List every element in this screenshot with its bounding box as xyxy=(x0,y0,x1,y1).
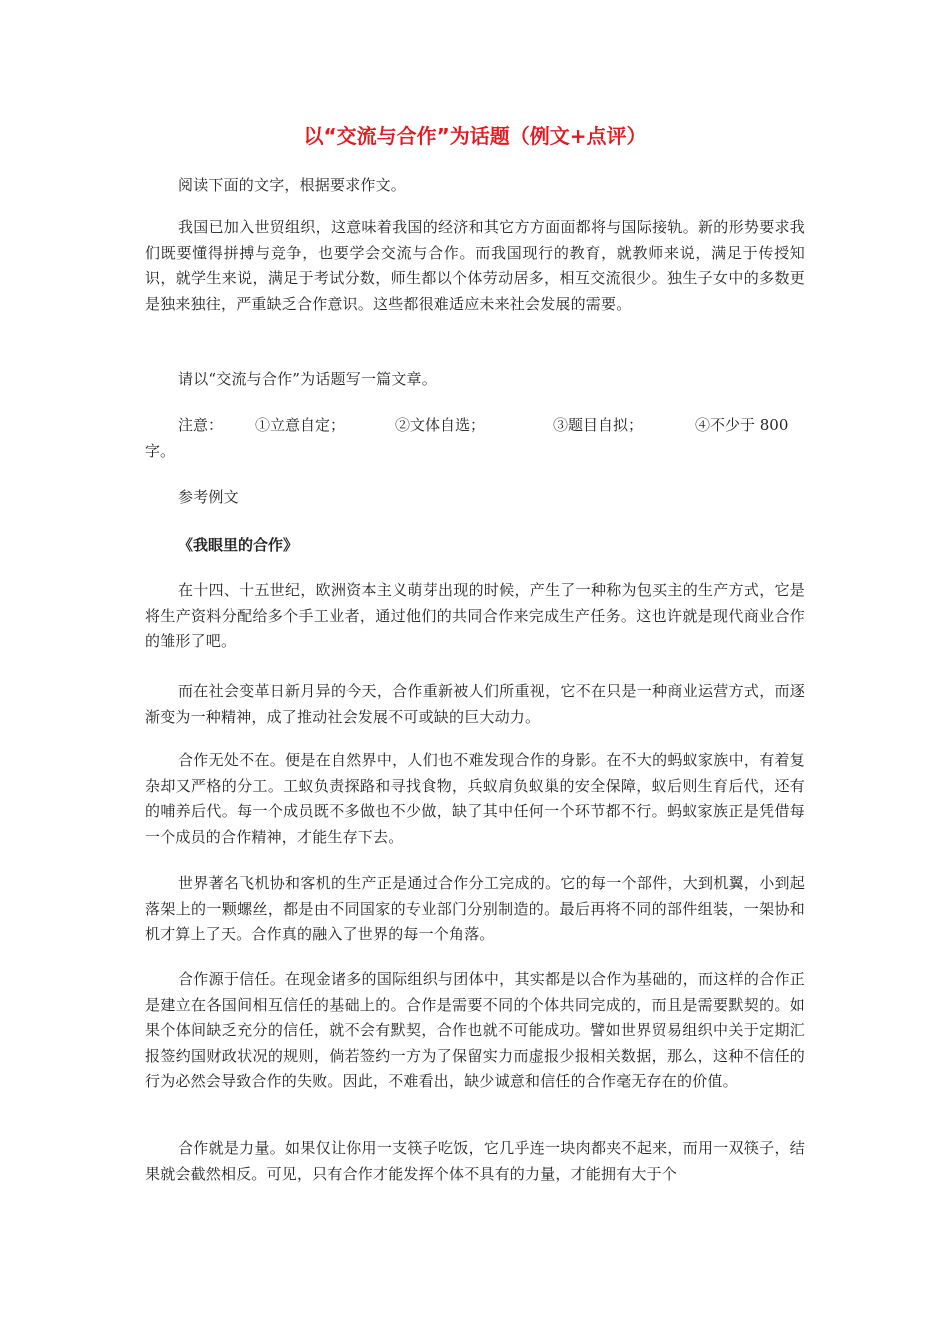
note-item: ③题目自拟； xyxy=(553,416,644,434)
essay-paragraph: 在十四、十五世纪，欧洲资本主义萌芽出现的时候，产生了一种称为包买主的生产方式，它是将生产资料分配给多个手工业者，通过他们的共同合作来完成生产任务。这也许就是现代商业合作的雏形了吧。 xyxy=(145,581,805,650)
essay-paragraph: 世界著名飞机协和客机的生产正是通过合作分工完成的。它的每一个部件，大到机翼，小到起落架上的一颗螺丝，都是由不同国家的专业部门分别制造的。最后再将不同的部件组装，一架协和机才算上了天。合作真的融入了世界的每一个角落。 xyxy=(145,874,805,943)
essay-title: 《我眼里的合作》 xyxy=(178,536,299,554)
essay-paragraph: 合作就是力量。如果仅让你用一支筷子吃饭，它几乎连一块肉都夹不起来，而用一双筷子，结果就会截然相反。可见，只有合作才能发挥个体不具有的力量，才能拥有大于个 xyxy=(145,1139,805,1183)
note-item: ①立意自定； xyxy=(255,416,346,434)
reference-label: 参考例文 xyxy=(178,488,239,506)
essay-paragraph: 合作无处不在。便是在自然界中，人们也不难发现合作的身影。在不大的蚂蚁家族中，有着复杂却又严格的分工。工蚁负责探路和寻找食物，兵蚁肩负蚁巢的安全保障，蚁后则生育后代，还有的哺养后代。每一个成员既不多做也不少做，缺了其中任何一个环节都不行。蚂蚁家族正是凭借每一个成员的合作精神，才能生存下去。 xyxy=(145,751,805,846)
note-item: ④不少于 800 xyxy=(695,416,789,434)
notes-label: 注意： xyxy=(178,416,224,434)
notes-tail: 字。 xyxy=(145,441,176,460)
task-instruction: 请以“交流与合作”为话题写一篇文章。 xyxy=(178,370,437,388)
prompt-intro: 阅读下面的文字，根据要求作文。 xyxy=(178,176,407,194)
essay-paragraph: 而在社会变革日新月异的今天，合作重新被人们所重视，它不在只是一种商业运营方式，而逐渐变为一种精神，成了推动社会发展不可或缺的巨大动力。 xyxy=(145,682,805,726)
note-item: ②文体自选； xyxy=(395,416,486,434)
essay-paragraph: 合作源于信任。在现金诸多的国际组织与团体中，其实都是以合作为基础的，而这样的合作正是建立在各国间相互信任的基础上的。合作是需要不同的个体共同完成的，而且是需要默契的。如果个体间缺乏充分的信任，就不会有默契，合作也就不可能成功。譬如世界贸易组织中关于定期汇报签约国财政状况的规则，倘若签约一方为了保留实力而虚报少报相关数据，那么，这种不信任的行为必然会导致合作的失败。因此，不难看出，缺少诚意和信任的合作毫无存在的价值。 xyxy=(145,970,805,1090)
document-title: 以“交流与合作”为话题（例文+点评） xyxy=(303,124,647,148)
prompt-text: 我国已加入世贸组织，这意味着我国的经济和其它方方面面都将与国际接轨。新的形势要求我们既要懂得拼搏与竞争，也要学会交流与合作。而我国现行的教育，就教师来说，满足于传授知识，就学生来说，满足于考试分数，师生都以个体劳动居多，相互交流很少。独生子女中的多数更是独来独往，严重缺乏合作意识。这些都很难适应未来社会发展的需要。 xyxy=(145,218,805,313)
